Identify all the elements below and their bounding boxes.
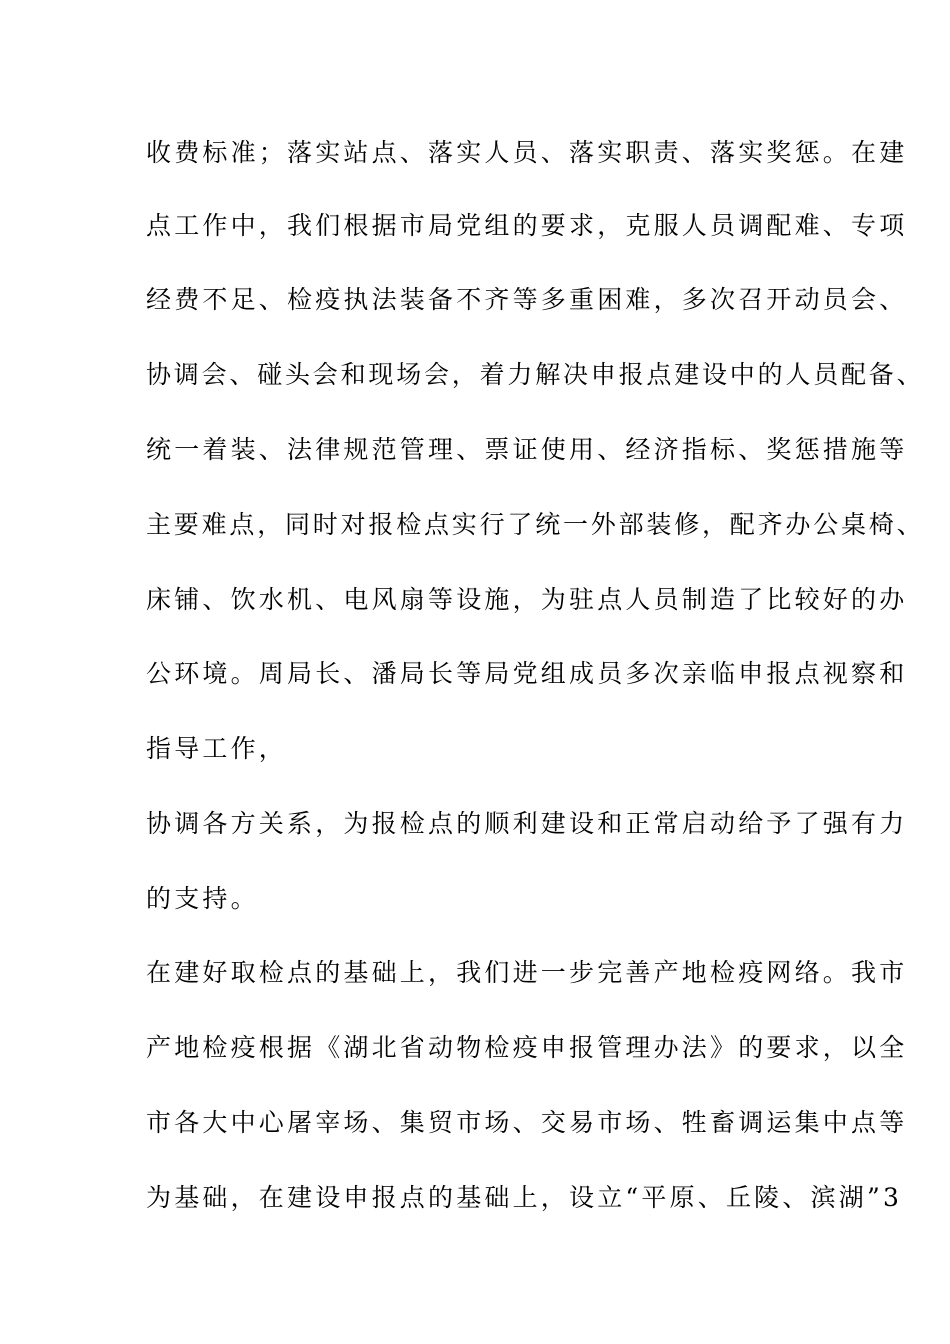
text-line: 市各大中心屠宰场、集贸市场、交易市场、牲畜调运集中点等 — [146, 1108, 908, 1137]
text-line: 协调会、碰头会和现场会，着力解决申报点建设中的人员配备、 — [146, 360, 925, 389]
text-line: 经费不足、检疫执法装备不齐等多重困难，多次召开动员会、 — [146, 285, 908, 314]
text-line: 公环境。周局长、潘局长等局党组成员多次亲临申报点视察和 — [146, 659, 908, 688]
text-line: 收费标准；落实站点、落实人员、落实职责、落实奖惩。在建 — [146, 138, 908, 167]
text-line: 主要难点，同时对报检点实行了统一外部装修，配齐办公桌椅、 — [146, 510, 925, 539]
text-line: 为基础，在建设申报点的基础上，设立“平原、丘陵、滨湖”3 — [146, 1183, 903, 1212]
text-line: 产地检疫根据《湖北省动物检疫申报管理办法》的要求，以全 — [146, 1033, 908, 1062]
text-line: 统一着装、法律规范管理、票证使用、经济指标、奖惩措施等 — [146, 435, 908, 464]
text-line: 指导工作， — [146, 734, 288, 763]
text-line: 在建好取检点的基础上，我们进一步完善产地检疫网络。我市 — [146, 958, 908, 987]
text-line: 的支持。 — [146, 884, 259, 913]
text-line: 协调各方关系，为报检点的顺利建设和正常启动给予了强有力 — [146, 809, 908, 838]
text-line: 点工作中，我们根据市局党组的要求，克服人员调配难、专项 — [146, 211, 908, 240]
text-line: 床铺、饮水机、电风扇等设施，为驻点人员制造了比较好的办 — [146, 585, 908, 614]
